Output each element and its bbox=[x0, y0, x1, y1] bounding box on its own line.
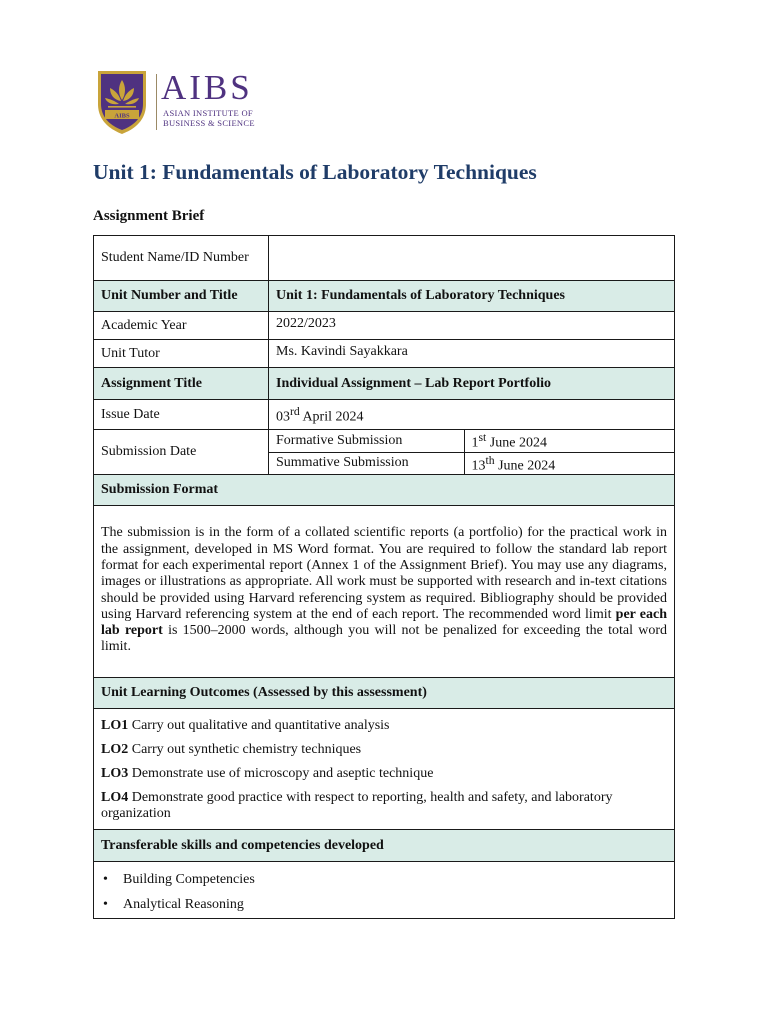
unit-value: Unit 1: Fundamentals of Laboratory Techniques bbox=[269, 281, 675, 312]
row-skills-body bbox=[94, 862, 675, 919]
logo-subtitle-line2: BUSINESS & SCIENCE bbox=[163, 118, 255, 128]
outcome-lo3-text: Demonstrate use of microscopy and aseptic technique bbox=[128, 766, 434, 782]
formative-day: 1 bbox=[471, 435, 479, 451]
outcome-lo1-text: Carry out qualitative and quantitative analysis bbox=[128, 718, 390, 734]
bullet-icon: • bbox=[103, 872, 108, 888]
outcome-lo4 bbox=[101, 790, 667, 822]
summative-rest: June 2024 bbox=[494, 458, 556, 474]
row-submission bbox=[94, 430, 675, 475]
outcomes-heading: Unit Learning Outcomes (Assessed by this assessment) bbox=[94, 678, 675, 709]
logo-divider bbox=[156, 74, 157, 130]
row-year bbox=[94, 312, 675, 340]
formative-label: Formative Submission bbox=[276, 432, 403, 448]
tutor-value: Ms. Kavindi Sayakkara bbox=[269, 340, 675, 368]
assignment-brief-heading: Assignment Brief bbox=[93, 208, 205, 224]
row-outcomes-heading bbox=[94, 678, 675, 709]
student-label: Student Name/ID Number bbox=[94, 236, 269, 281]
row-outcomes-body bbox=[94, 709, 675, 830]
page-title: Unit 1: Fundamentals of Laboratory Techniques bbox=[93, 160, 537, 184]
row-format-body bbox=[94, 506, 675, 678]
skills-bullets bbox=[101, 867, 667, 917]
tutor-label: Unit Tutor bbox=[94, 340, 269, 368]
skills-heading: Transferable skills and competencies developed bbox=[94, 830, 675, 862]
issue-value bbox=[269, 400, 675, 430]
formative-sup: st bbox=[478, 431, 487, 444]
assignment-label: Assignment Title bbox=[94, 368, 269, 400]
outcome-lo2 bbox=[101, 742, 667, 758]
logo-subtitle-line1: ASIAN INSTITUTE OF bbox=[163, 108, 253, 118]
outcome-lo1 bbox=[101, 718, 667, 734]
logo-subtitle bbox=[163, 108, 255, 128]
formative-date bbox=[464, 430, 674, 452]
aibs-logo bbox=[95, 68, 265, 136]
submission-value bbox=[269, 430, 675, 475]
skill-item bbox=[101, 867, 667, 892]
outcome-lo3 bbox=[101, 766, 667, 782]
summative-day: 13 bbox=[471, 458, 486, 474]
format-text-1: The submission is in the form of a collated scientific reports (a portfolio) for the practical work in the assignment, developed in MS Word format. You are required to follow the standard lab report format for each experimental report (Annex 1 of the Assignment Brief). You may use any diagrams, images or illustrations as appropriate. All work must be supported with research and in-text citations should be provided using Harvard referencing system as required. Bibliography should be provided using Harvard referencing system at the end of each report. The recommended word limit bbox=[101, 525, 667, 622]
row-issue bbox=[94, 400, 675, 430]
outcome-lo2-text: Carry out synthetic chemistry techniques bbox=[128, 742, 362, 758]
issue-label: Issue Date bbox=[94, 400, 269, 430]
format-text-2: is 1500–2000 words, although you will not be penalized for exceeding the total word limit. bbox=[101, 623, 668, 655]
assignment-value: Individual Assignment – Lab Report Portfolio bbox=[269, 368, 675, 400]
year-value: 2022/2023 bbox=[269, 312, 675, 340]
issue-day: 03 bbox=[276, 409, 290, 425]
row-format-heading bbox=[94, 475, 675, 506]
row-student bbox=[94, 236, 675, 281]
aibs-shield-icon bbox=[95, 68, 149, 136]
format-text-bold: per each lab report bbox=[101, 606, 667, 639]
format-heading: Submission Format bbox=[94, 475, 675, 506]
student-value bbox=[269, 236, 675, 281]
skill-item bbox=[101, 892, 667, 917]
skills-list bbox=[94, 862, 675, 919]
submission-dates-table bbox=[269, 430, 674, 474]
formative-rest: June 2024 bbox=[486, 435, 547, 451]
year-label: Academic Year bbox=[94, 312, 269, 340]
bullet-icon: • bbox=[103, 897, 108, 913]
issue-rest: April 2024 bbox=[299, 409, 364, 425]
outcome-lo4-text: Demonstrate good practice with respect to reporting, health and safety, and laboratory organization bbox=[101, 790, 613, 822]
submission-label: Submission Date bbox=[94, 430, 269, 475]
skill-text: Analytical Reasoning bbox=[123, 897, 244, 913]
unit-label: Unit Number and Title bbox=[94, 281, 269, 312]
skill-text: Building Competencies bbox=[123, 872, 255, 888]
shield-label: AIBS bbox=[114, 112, 130, 120]
row-tutor bbox=[94, 340, 675, 368]
outcome-lo2-code: LO2 bbox=[101, 742, 129, 758]
summative-sup: th bbox=[485, 453, 495, 467]
row-formative bbox=[269, 430, 674, 452]
row-skills-heading bbox=[94, 830, 675, 862]
row-assignment bbox=[94, 368, 675, 400]
assignment-brief-table bbox=[93, 235, 675, 919]
row-unit bbox=[94, 281, 675, 312]
summative-label: Summative Submission bbox=[269, 452, 464, 474]
outcome-lo3-code: LO3 bbox=[101, 766, 129, 782]
format-paragraph bbox=[94, 506, 675, 678]
outcomes-list bbox=[94, 709, 675, 830]
row-summative bbox=[269, 452, 674, 474]
logo-name: AIBS bbox=[161, 68, 253, 107]
summative-date bbox=[464, 452, 674, 474]
outcome-lo4-code: LO4 bbox=[101, 790, 129, 806]
outcome-lo1-code: LO1 bbox=[101, 718, 129, 734]
issue-sup: rd bbox=[290, 405, 300, 418]
